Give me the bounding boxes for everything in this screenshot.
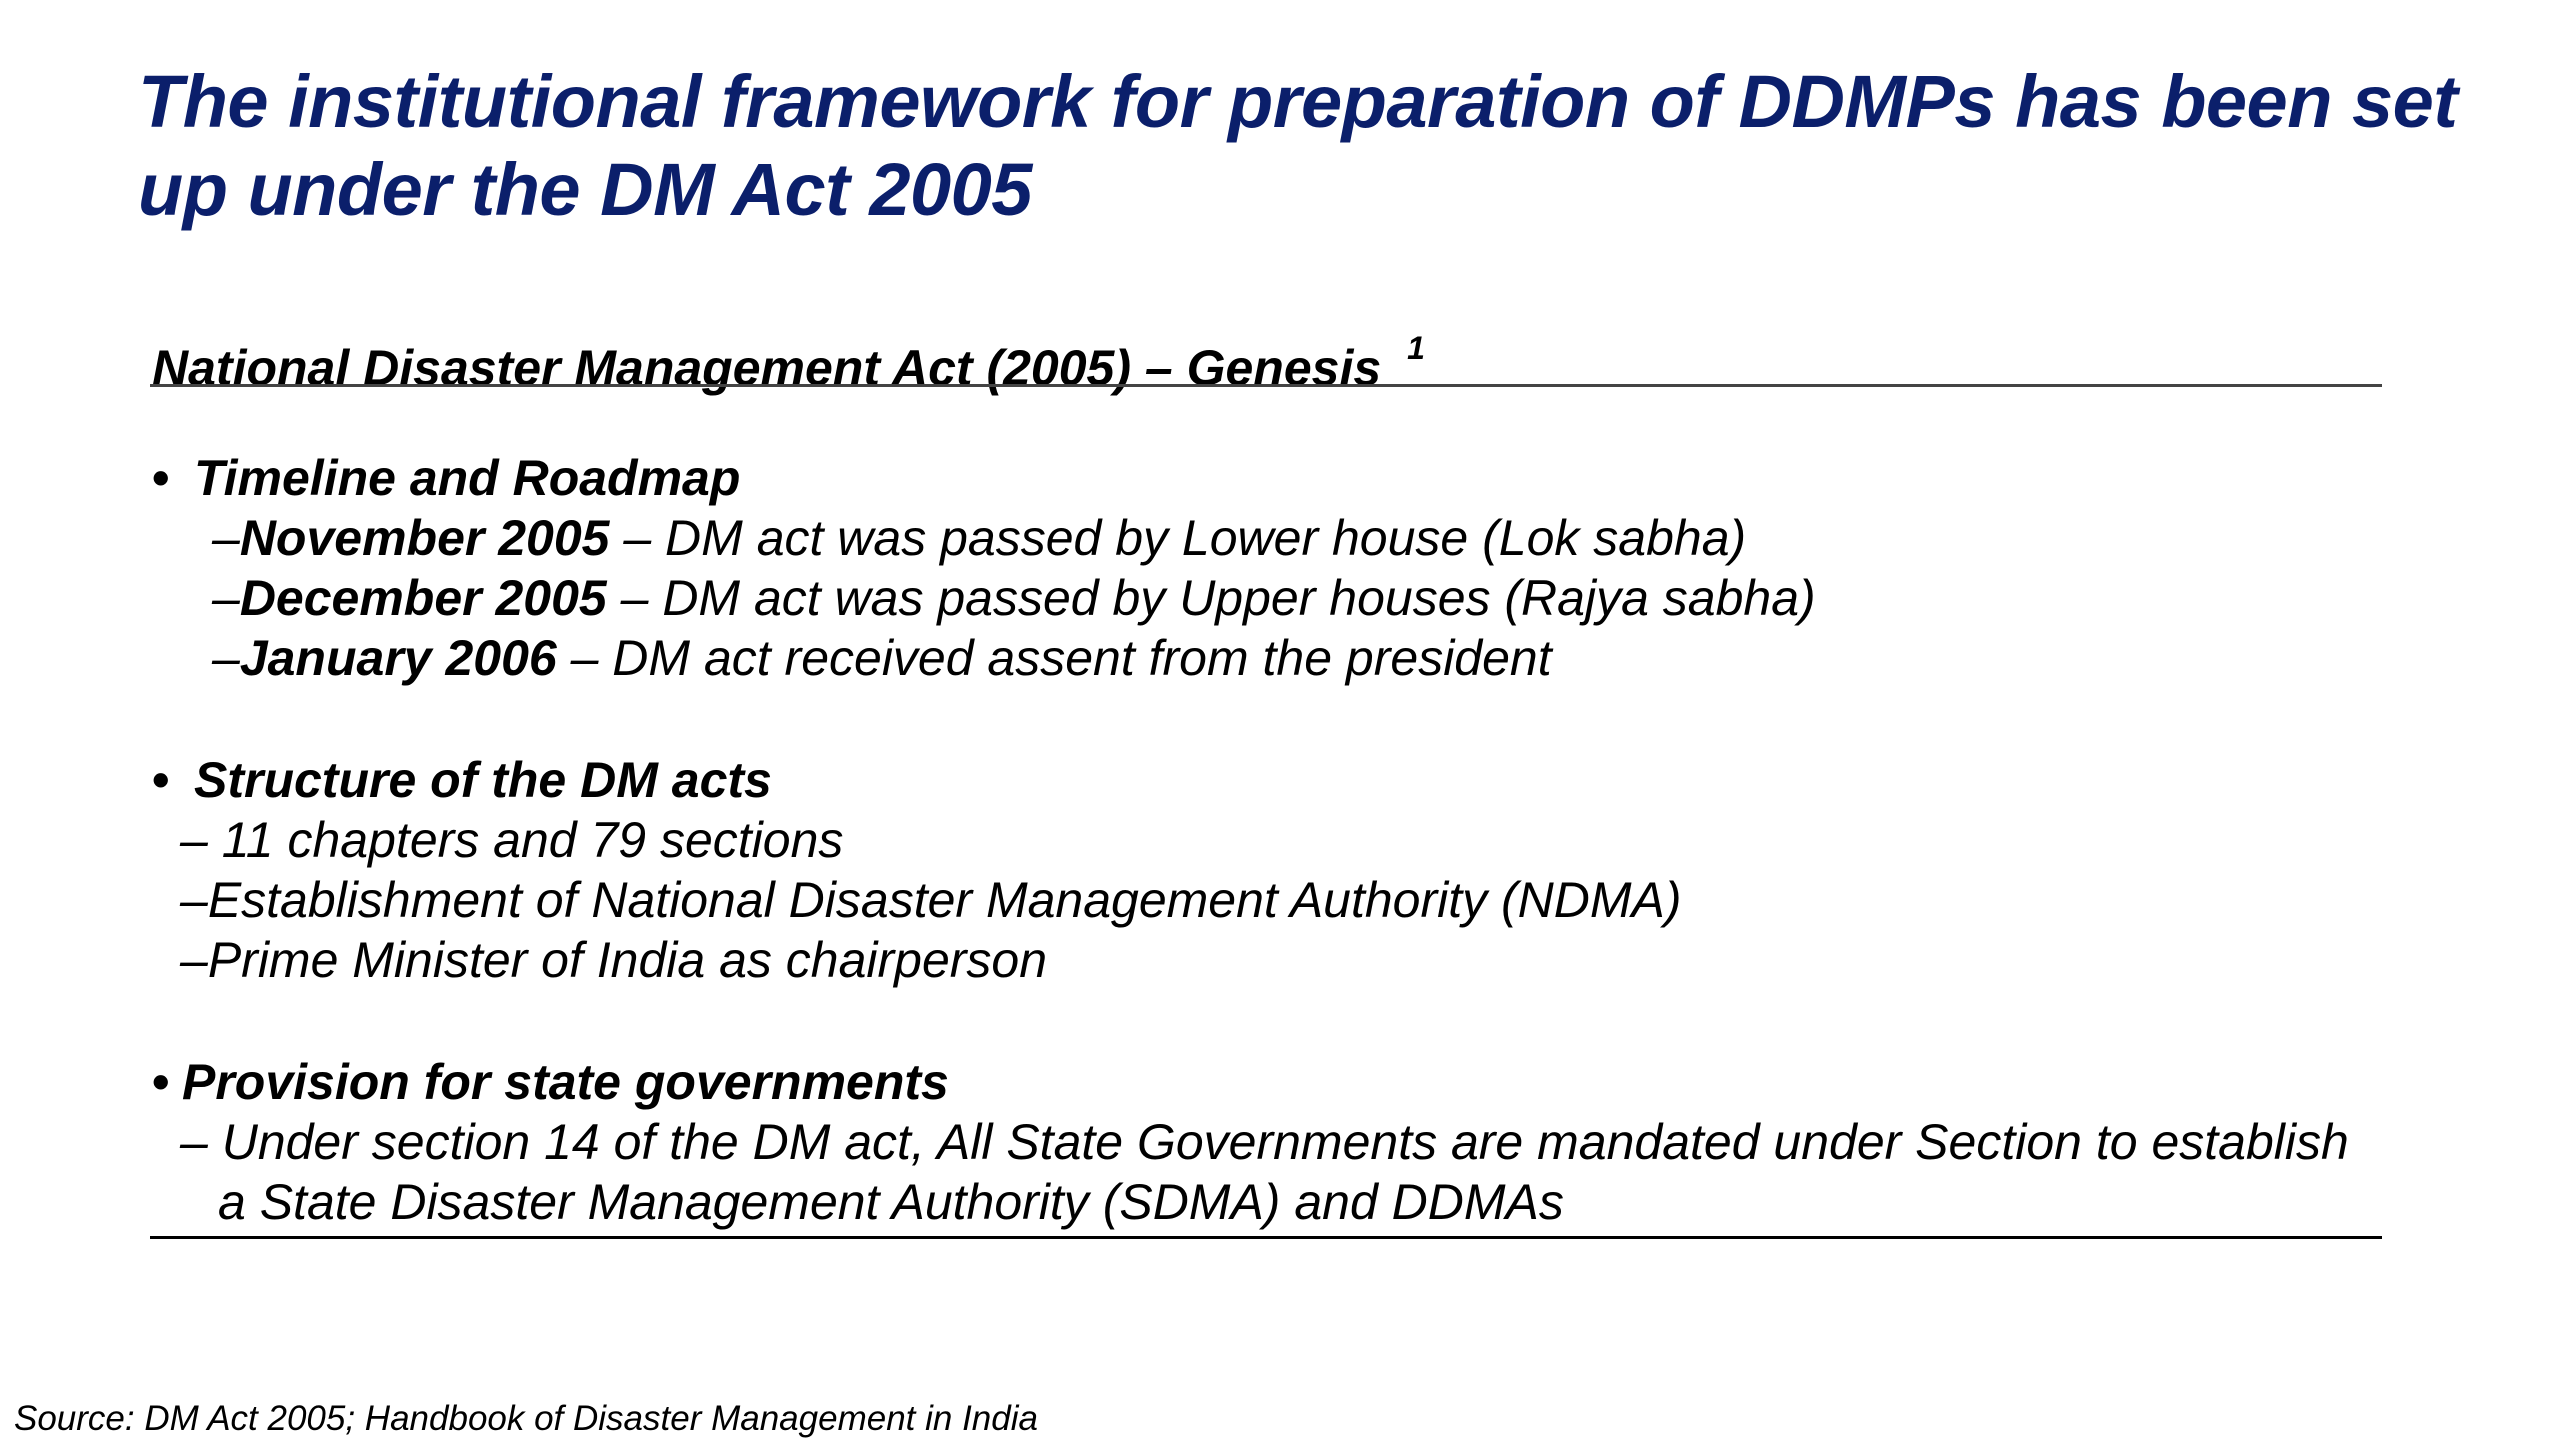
timeline-item	[212, 568, 1816, 628]
dash: –	[180, 872, 208, 928]
timeline-text: – DM act received assent from the president	[556, 630, 1552, 686]
provision-continuation: a State Disaster Management Authority (SDMA) and DDMAs	[218, 1174, 1564, 1230]
source-note: Source: DM Act 2005; Handbook of Disaster Management in India	[14, 1399, 1038, 1438]
footnote-marker: 1	[1407, 330, 1425, 366]
bullet-state-provision	[152, 1052, 949, 1112]
dash: –	[180, 812, 208, 868]
structure-item	[180, 810, 843, 870]
structure-item	[180, 930, 1047, 990]
timeline-date: November 2005	[239, 510, 610, 566]
slide-title: The institutional framework for preparation of DDMPs has been set up under the DM Act 2005	[138, 60, 2458, 231]
dash: –	[212, 630, 240, 686]
timeline-date: December 2005	[239, 570, 607, 626]
bottom-divider	[150, 1236, 2382, 1239]
bullet-heading: Timeline and Roadmap	[194, 450, 741, 506]
timeline-item	[212, 508, 1746, 568]
dash: –	[180, 1114, 208, 1170]
timeline-text: – DM act was passed by Upper houses (Rajya sabha)	[606, 570, 1816, 626]
provision-text: Under section 14 of the DM act, All State Governments are mandated under Section to establish	[207, 1114, 2349, 1170]
structure-item	[180, 870, 1682, 930]
dash: –	[212, 510, 240, 566]
section-heading-text: National Disaster Management Act (2005) – Genesis	[152, 340, 1382, 396]
bullet-dot: •	[152, 752, 170, 808]
timeline-text: – DM act was passed by Lower house (Lok sabha)	[609, 510, 1747, 566]
bullet-timeline	[152, 448, 740, 508]
provision-item	[180, 1112, 2349, 1172]
dash: –	[180, 932, 208, 988]
bullet-dot: •	[152, 450, 170, 506]
timeline-date: January 2006	[239, 630, 557, 686]
dash: –	[212, 570, 240, 626]
bullet-heading: Structure of the DM acts	[194, 752, 772, 808]
top-divider	[150, 384, 2382, 387]
timeline-item	[212, 628, 1552, 688]
bullet-dot: •	[152, 1054, 170, 1110]
structure-text: 11 chapters and 79 sections	[207, 812, 844, 868]
bullet-heading: Provision for state governments	[182, 1054, 949, 1110]
structure-text: Establishment of National Disaster Management Authority (NDMA)	[207, 872, 1682, 928]
bullet-structure	[152, 750, 772, 810]
structure-text: Prime Minister of India as chairperson	[207, 932, 1048, 988]
